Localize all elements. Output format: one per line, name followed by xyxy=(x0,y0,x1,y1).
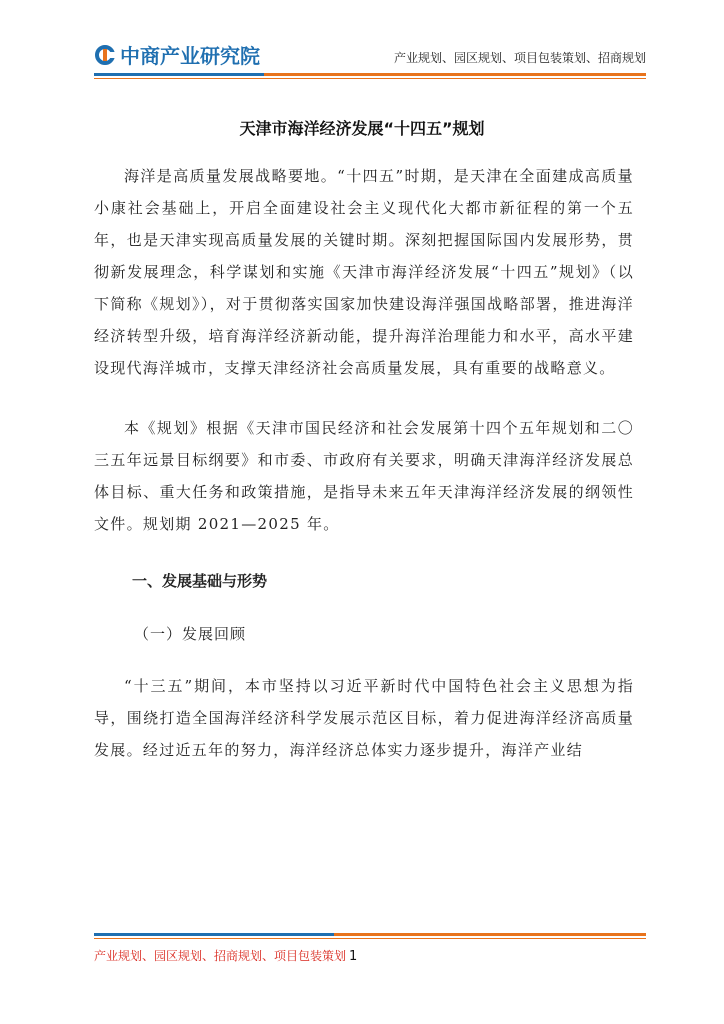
section-heading: 一、发展基础与形势 xyxy=(132,572,268,590)
header-rule-orange xyxy=(264,73,646,76)
document-body xyxy=(94,160,634,766)
header-rule-thin xyxy=(94,78,646,79)
header-rule-blue xyxy=(94,73,264,76)
intro-paragraph: 海洋是高质量发展战略要地。“十四五”时期，是天津在全面建成高质量小康社会基础上，开启全面建设社会主义现代化大都市新征程的第一个五年，也是天津实现高质量发展的关键时期。深刻把握国际国内发展形势，贯彻新发展理念，科学谋划和实施《天津市海洋经济发展“十四五”规划》（以下简称《规划》），对于贯彻落实国家加快建设海洋强国战略部署，推进海洋经济转型升级，培育海洋经济新动能，提升海洋治理能力和水平，高水平建设现代海洋城市，支撑天津经济社会高质量发展，具有重要的战略意义。 xyxy=(94,167,634,377)
footer-rule-orange xyxy=(334,933,646,936)
footer-rule-blue xyxy=(94,933,334,936)
review-paragraph: “十三五”期间，本市坚持以习近平新时代中国特色社会主义思想为指导，围绕打造全国海洋经济科学发展示范区目标，着力促进海洋经济高质量发展。经过近五年的努力，海洋经济总体实力逐步提升，海洋产业结 xyxy=(94,677,634,759)
page-footer xyxy=(94,947,357,964)
document-title: 天津市海洋经济发展“十四五”规划 xyxy=(239,119,485,138)
logo-text: 中商产业研究院 xyxy=(120,44,260,68)
page-number: 1 xyxy=(349,949,358,964)
header-tagline: 产业规划、园区规划、项目包装策划、招商规划 xyxy=(393,51,646,65)
logo xyxy=(94,40,260,69)
logo-mark-icon xyxy=(94,44,116,66)
page-header xyxy=(0,0,724,90)
footer-tagline: 产业规划、园区规划、招商规划、项目包装策划 xyxy=(94,949,347,963)
footer-rule-thin xyxy=(94,938,646,939)
subsection-heading: （一）发展回顾 xyxy=(134,625,247,643)
basis-paragraph: 本《规划》根据《天津市国民经济和社会发展第十四个五年规划和二〇三五年远景目标纲要》和市委、市政府有关要求，明确天津海洋经济发展总体目标、重大任务和政策措施，是指导未来五年天津海洋经济发展的纲领性文件。规划期 2021—2025 年。 xyxy=(94,419,634,533)
